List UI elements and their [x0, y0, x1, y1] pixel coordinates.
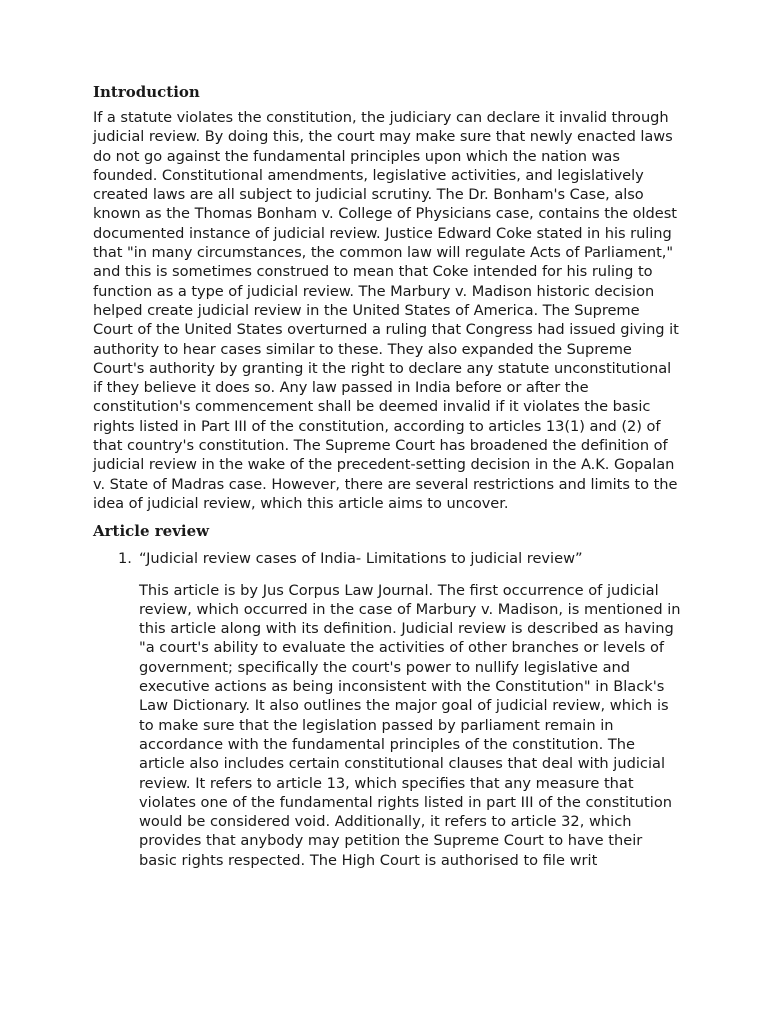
- list-item-paragraph: This article is by Jus Corpus Law Journal. The first occurrence of judicial review, which occurred in the case of Marbury v. Madison, is mentioned in this article along with its definition. Judicial review is described as having "a court's ability to evaluate the activities of other branches or levels of government; specifically the court's power to nullify legislative and executive actions as being inconsistent with the Constitution" in Black's Law Dictionary. It also outlines the major goal of judicial review, which is to make sure that the legislation passed by parliament remain in accordance with the fundamental principles of the constitution. The article also includes certain constitutional clauses that deal with judicial review. It refers to article 13, which specifies that any measure that violates one of the fundamental rights listed in part III of the constitution would be considered void. Additionally, it refers to article 32, which provides that anybody may petition the Supreme Court to have their basic rights respected. The High Court is authorised to file writ: [139, 581, 681, 869]
- document-page: [93, 80, 681, 870]
- introduction-heading: Introduction: [93, 83, 200, 101]
- article-review-list: [93, 549, 681, 870]
- article-review-heading: Article review: [93, 522, 210, 541]
- list-item: [93, 549, 681, 870]
- list-item-title: “Judicial review cases of India- Limitations to judicial review”: [139, 550, 583, 568]
- list-item-number: 1.: [118, 550, 132, 568]
- article-review-section: [93, 521, 681, 870]
- introduction-section: [93, 82, 681, 513]
- introduction-paragraph: If a statute violates the constitution, the judiciary can declare it invalid through judicial review. By doing this, the court may make sure that newly enacted laws do not go against the fundamental principles upon which the nation was founded. Constitutional amendments, legislative activities, and legislatively created laws are all subject to judicial scrutiny. The Dr. Bonham's Case, also known as the Thomas Bonham v. College of Physicians case, contains the oldest documented instance of judicial review. Justice Edward Coke stated in his ruling that "in many circumstances, the common law will regulate Acts of Parliament," and this is sometimes construed to mean that Coke intended for his ruling to function as a type of judicial review. The Marbury v. Madison historic decision helped create judicial review in the United States of America. The Supreme Court of the United States overturned a ruling that Congress had issued giving it authority to hear cases similar to these. They also expanded the Supreme Court's authority by granting it the right to declare any statute unconstitutional if they believe it does so. Any law passed in India before or after the constitution's commencement shall be deemed invalid if it violates the basic rights listed in Part III of the constitution, according to articles 13(1) and (2) of that country's constitution. The Supreme Court has broadened the definition of judicial review in the wake of the precedent-setting decision in the A.K. Gopalan v. State of Madras case. However, there are several restrictions and limits to the idea of judicial review, which this article aims to uncover.: [93, 109, 679, 512]
